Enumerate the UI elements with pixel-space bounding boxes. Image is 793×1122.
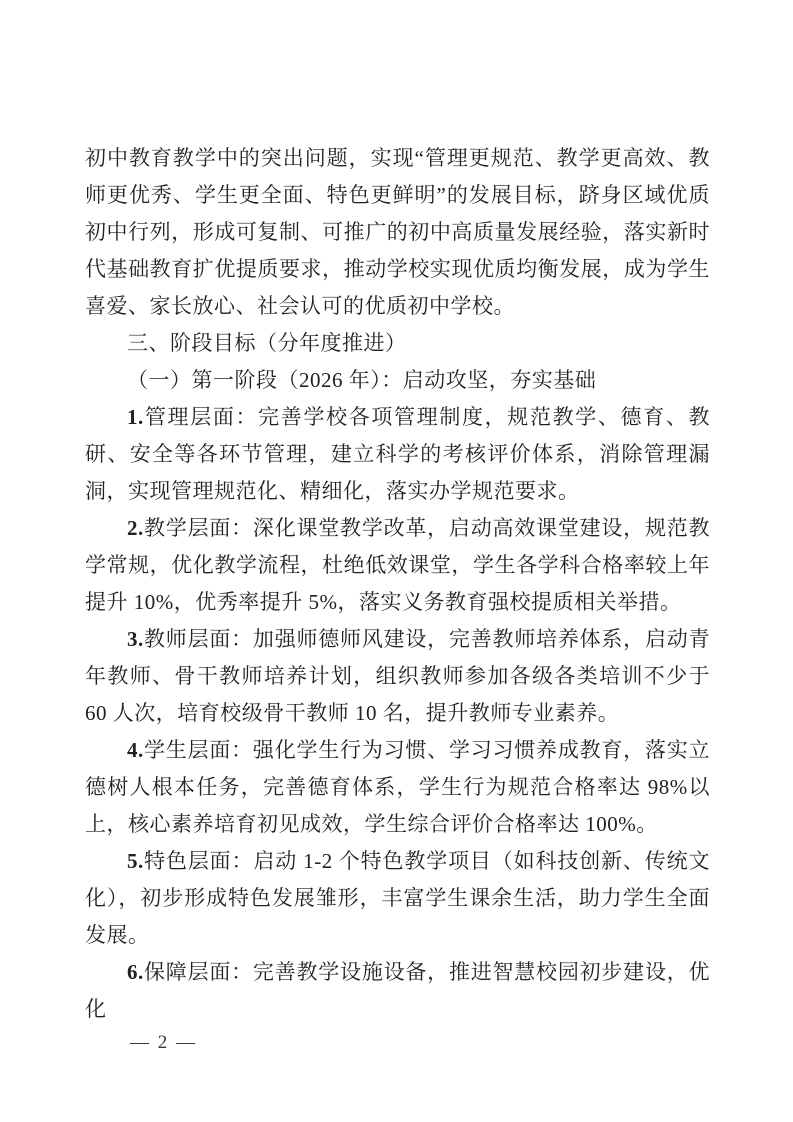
item-text: 管理层面：完善学校各项管理制度，规范教学、德育、教研、安全等各环节管理，建立科学的考核评价体系，消除管理漏洞，实现管理规范化、精细化，落实办学规范要求。	[85, 405, 710, 503]
numbered-paragraph-6	[85, 954, 710, 1028]
numbered-paragraph-2	[85, 510, 710, 621]
page-number: — 2 —	[130, 1032, 197, 1053]
item-number: 4.	[127, 738, 144, 762]
item-number: 3.	[127, 627, 144, 651]
item-text: 特色层面：启动 1-2 个特色教学项目（如科技创新、传统文化），初步形成特色发展雏形，丰富学生课余生活，助力学生全面发展。	[85, 849, 710, 947]
item-text: 学生层面：强化学生行为习惯、学习习惯养成教育，落实立德树人根本任务，完善德育体系，学生行为规范合格率达 98%以上，核心素养培育初见成效，学生综合评价合格率达 100%。	[85, 738, 710, 836]
item-text: 教学层面：深化课堂教学改革，启动高效课堂建设，规范教学常规，优化教学流程，杜绝低效课堂，学生各学科合格率较上年提升 10%，优秀率提升 5%，落实义务教育强校提质相关举措。	[85, 516, 710, 614]
page-body	[85, 140, 710, 1028]
item-number: 5.	[127, 849, 144, 873]
paragraph-continued: 初中教育教学中的突出问题，实现“管理更规范、教学更高效、教师更优秀、学生更全面、特色更鲜明”的发展目标，跻身区域优质初中行列，形成可复制、可推广的初中高质量发展经验，落实新时代基础教育扩优提质要求，推动学校实现优质均衡发展，成为学生喜爱、家长放心、社会认可的优质初中学校。	[85, 146, 710, 318]
item-text: 保障层面：完善教学设施设备，推进智慧校园初步建设，优化	[85, 960, 710, 1021]
item-number: 1.	[127, 405, 144, 429]
subsection-heading: （一）第一阶段（2026 年）：启动攻坚，夯实基础	[127, 368, 597, 392]
section-heading: 三、阶段目标（分年度推进）	[127, 332, 407, 355]
item-text: 教师层面：加强师德师风建设，完善教师培养体系，启动青年教师、骨干教师培养计划，组织教师参加各级各类培训不少于 60 人次，培育校级骨干教师 10 名，提升教师专业素养。	[85, 627, 710, 725]
numbered-paragraph-3	[85, 621, 710, 732]
numbered-paragraph-5	[85, 843, 710, 954]
numbered-paragraph-1	[85, 399, 710, 510]
item-number: 2.	[127, 516, 144, 540]
item-number: 6.	[127, 960, 144, 984]
numbered-paragraph-4	[85, 732, 710, 843]
page-footer	[130, 1028, 197, 1058]
